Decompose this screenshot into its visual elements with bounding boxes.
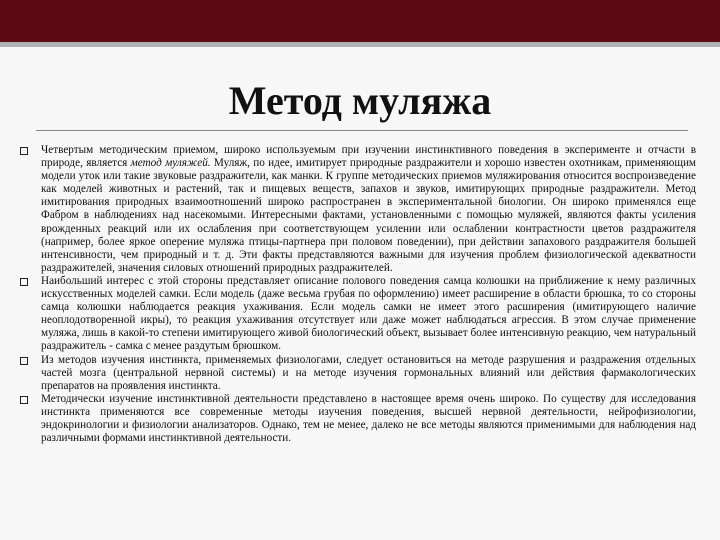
bullet-text: Методически изучение инстинктивной деятельности представлено в настоящее время очень широко. По существу для исследования инстинкта применяются все современные методы изучения поведения, высшей нервной деятельности, нейрофизиологии, эндокринологии и физиологии анализаторов. Однако, тем не менее, далеко не все методы являются применимыми для наблюдения над различными формами инстинктивной деятельности.: [41, 392, 696, 445]
bullet-item: [18, 393, 696, 445]
bullet-item: [18, 275, 696, 354]
header-stripe: [0, 42, 720, 47]
square-bullet-icon: [20, 396, 28, 404]
emphasis-term: метод муляжей.: [130, 157, 211, 170]
square-bullet-icon: [20, 278, 28, 286]
bullet-item: [18, 354, 696, 393]
bullet-list: [18, 144, 696, 445]
bullet-item: [18, 144, 696, 275]
bullet-text: Из методов изучения инстинкта, применяемых физиологами, следует остановиться на методе разрушения и раздражения отдельных частей мозга (центральной нервной системы) и на методе изучения гормональных влияний или действия фармакологических препаратов на проявления инстинкта.: [41, 353, 696, 392]
bullet-text: Наибольший интерес с этой стороны представляет описание полового поведения самца колюшки на приближение к нему различных искусственных моделей самки. Если модель (даже весьма грубая по оформлению) имеет расширение в области брюшка, то со стороны самца колюшки наблюдается реакция ухаживания. Если модель самки не имеет этого расширения (имитирующего наличие неоплодотворенной икры), то реакция ухаживания отсутствует или даже может наблюдаться агрессия. В этом случае применение муляжа, лишь в какой-то степени имитирующего живой биологический объект, вызывает более интенсивную реакцию, чем натуральный раздражитель - самка с менее раздутым брюшком.: [41, 274, 697, 353]
title-divider: [36, 130, 688, 131]
bullet-text: Четвертым методическим приемом, широко используемым при изучении инстинктивного поведения в эксперименте и отчасти в природе, является метод муляжей. Муляж, по идее, имитирует природные раздражители и хорошо известен охотникам, применяющим модели уток или такие звуковые раздражители, как манки. К группе методических приемов муляжирования относится воспроизведение как моделей животных и растений, так и пищевых веществ, запахов и звуков, имитирующих природные раздражители. Метод имитирования природных взаимоотношений широко распространен в экспериментальной биологии. Он широко применялся еще Фабром в наблюдениях над насекомыми. Интересными фактами, установленными с помощью муляжей, являются факты усиления врожденных реакций или их ослабления при соответствующем усилении или ослаблении контрастности цветов раздражителя (например, более яркое оперение муляжа птицы-партнера при половом поведении), при действии запахового раздражителя большей интенсивности, чем природный и т. д. Эти факты представляются важными для изучения проблем физиологической адекватности раздражителей, значения силовых отношений природных раздражителей.: [41, 144, 697, 274]
square-bullet-icon: [20, 357, 28, 365]
slide-title: Метод муляжа: [228, 78, 492, 123]
square-bullet-icon: [20, 147, 28, 155]
header-band: [0, 0, 720, 42]
